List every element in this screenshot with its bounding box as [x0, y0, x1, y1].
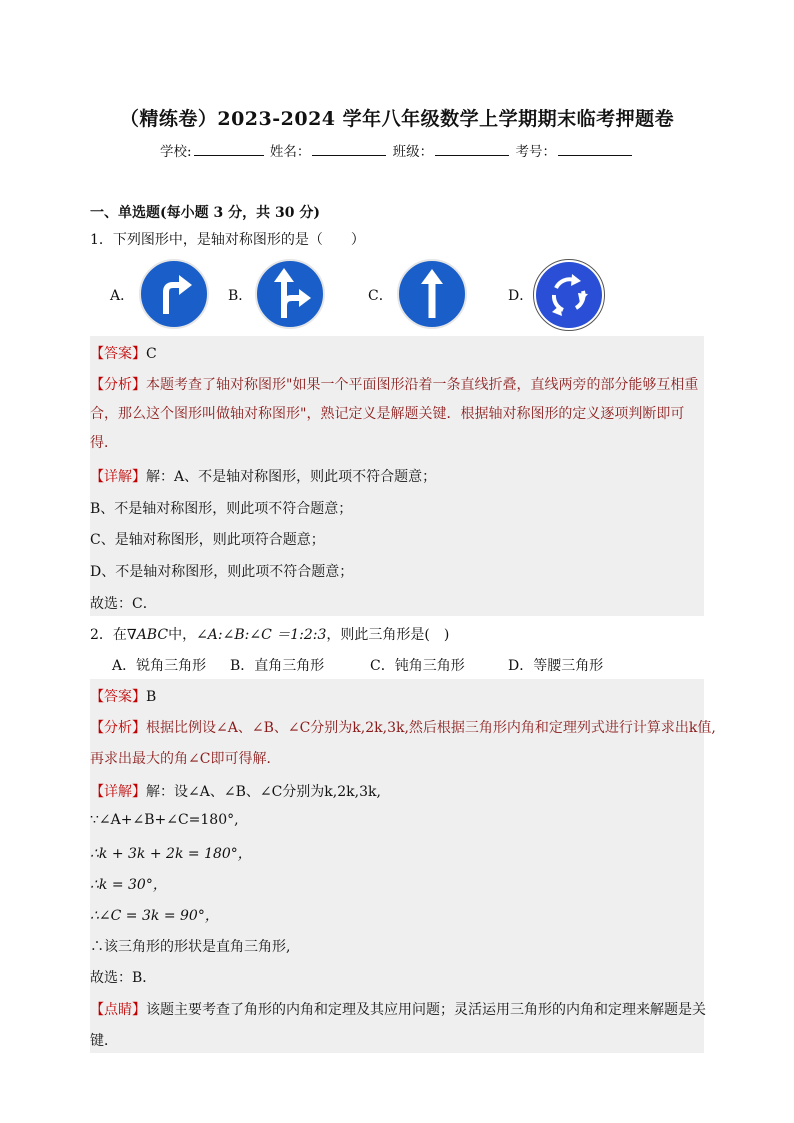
q1-detail-line-3: C、是轴对称图形，则此项符合题意；	[90, 532, 325, 548]
q1-answer-line	[90, 343, 157, 363]
q1-analysis-line-1	[90, 374, 698, 394]
exam-no-label: 考号：	[515, 144, 556, 160]
question-2-stem	[90, 624, 449, 644]
q2-comment-line-2: 键．	[90, 1033, 118, 1049]
q2-option-d: D．等腰三角形	[508, 658, 604, 674]
option-d-label: D．	[508, 288, 534, 304]
question-1-options	[90, 258, 710, 332]
straight-ahead-sign-icon	[396, 258, 468, 330]
q2-stem-mid: 中，	[168, 627, 197, 643]
answer-tag: 【答案】	[90, 346, 146, 362]
q2-comment-line-1	[90, 999, 706, 1019]
q2-detail-line-3: ∴k + 3k + 2k = 180°，	[90, 846, 252, 862]
question-1-stem: 1．下列图形中，是轴对称图形的是（ ）	[90, 232, 365, 248]
q1-analysis-text-1: 本题考查了轴对称图形"如果一个平面图形沿着一条直线折叠，直线两旁的部分能够互相重	[146, 377, 699, 393]
comment-tag: 【点睛】	[90, 1002, 146, 1018]
option-b-label: B．	[228, 288, 253, 304]
analysis-tag: 【分析】	[90, 720, 146, 736]
detail-tag: 【详解】	[90, 784, 146, 800]
q2-detail-line-2: ∵∠A+∠B+∠C=180°,	[90, 812, 239, 828]
q1-detail-line-2: B、不是轴对称图形，则此项不符合题意；	[90, 501, 353, 517]
exam-no-blank[interactable]	[558, 141, 632, 156]
q1-analysis-line-2: 合，那么这个图形叫做轴对称图形"，熟记定义是解题关键．根据轴对称图形的定义逐项判断即可	[90, 406, 685, 422]
q1-detail-line-5: 故选：C．	[90, 596, 157, 612]
q2-detail-line-6: ∴该三角形的形状是直角三角形,	[90, 939, 291, 955]
q2-stem-post: ，则此三角形是( )	[326, 627, 450, 643]
q2-ratio: ∠A:∠B:∠C ＝1:2:3	[196, 627, 327, 643]
school-blank[interactable]	[194, 141, 264, 156]
name-label: 姓名：	[269, 144, 311, 160]
section-heading: 一、单选题(每小题 3 分，共 30 分)	[90, 205, 320, 221]
q1-detail-line-1	[90, 466, 436, 486]
question-2-solution	[90, 679, 716, 1053]
q2-detail-line-5: ∴∠C = 3k = 90°，	[90, 908, 219, 924]
name-blank[interactable]	[312, 141, 386, 156]
q2-detail-text-1: 解：设∠A、∠B、∠C分别为k,2k,3k,	[146, 784, 381, 800]
class-blank[interactable]	[435, 141, 509, 156]
exam-title: （精练卷）2023-2024 学年八年级数学上学期期末临考押题卷	[119, 108, 675, 130]
analysis-tag: 【分析】	[90, 377, 146, 393]
q2-detail-line-7: 故选：B．	[90, 970, 157, 986]
q2-option-c: C．钝角三角形	[370, 658, 465, 674]
q1-detail-line-4: D、不是轴对称图形，则此项不符合题意；	[90, 564, 354, 580]
roundabout-sign-icon	[532, 258, 606, 332]
q2-analysis-line-1	[90, 717, 716, 737]
q2-analysis-text-1: 根据比例设∠A、∠B、∠C分别为k,2k,3k,然后根据三角形内角和定理列式进行计算求出k值,	[146, 720, 716, 736]
q2-answer-line	[90, 686, 156, 706]
q2-option-a: A．锐角三角形	[112, 658, 207, 674]
class-label: 班级：	[392, 144, 434, 160]
option-a-label: A．	[110, 288, 135, 304]
q2-analysis-line-2: 再求出最大的角∠C即可得解．	[90, 751, 281, 767]
straight-or-right-sign-icon	[254, 258, 326, 330]
option-c-label: C．	[368, 288, 393, 304]
q2-option-b: B．直角三角形	[230, 658, 325, 674]
q2-comment-text-1: 该题主要考查了角形的内角和定理及其应用问题；灵活运用三角形的内角和定理来解题是关	[146, 1002, 706, 1018]
q1-analysis-line-3: 得．	[90, 435, 118, 451]
q1-answer: C	[146, 346, 157, 362]
q2-answer: B	[146, 689, 157, 705]
q2-detail-line-1	[90, 781, 381, 801]
detail-tag: 【详解】	[90, 469, 146, 485]
answer-tag: 【答案】	[90, 689, 146, 705]
q2-detail-line-4: ∴k = 30°，	[90, 877, 167, 893]
q2-triangle: ∇ABC	[126, 627, 169, 643]
q2-stem-pre: 2．在	[90, 627, 127, 643]
question-1-solution	[90, 336, 704, 616]
q1-detail-text-1: 解：A、不是轴对称图形，则此项不符合题意；	[146, 469, 437, 485]
turn-right-sign-icon	[138, 258, 210, 330]
school-label: 学校:	[160, 144, 192, 160]
student-info-line	[0, 140, 794, 160]
